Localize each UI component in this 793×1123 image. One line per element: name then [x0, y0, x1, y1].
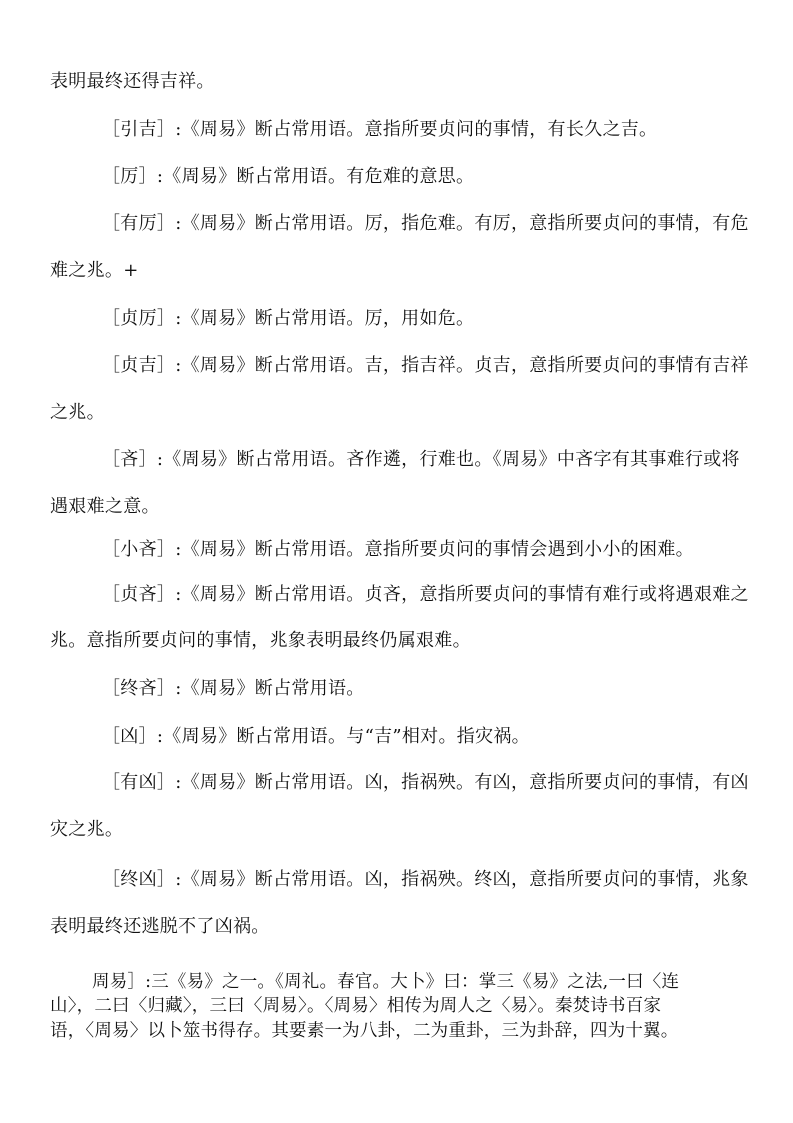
text-line: 表明最终还逃脱不了凶祸。: [50, 916, 270, 937]
text-line: 表明最终还得吉祥。: [50, 71, 215, 92]
entry-zhonglin: ［终吝］:《周易》断占常用语。: [102, 678, 365, 699]
note-line: 周易］:三《易》之一。《周礼。春官。大卜》曰：掌三《易》之法,一曰〈连: [92, 972, 680, 992]
text-line: 之兆。: [50, 402, 105, 423]
entry-youli: ［有厉］:《周易》断占常用语。厉，指危难。有厉，意指所要贞问的事情，有危: [102, 213, 749, 234]
entry-li: ［厉］:《周易》断占常用语。有危难的意思。: [102, 166, 475, 187]
text-line: 遇艰难之意。: [50, 496, 160, 517]
entry-zhongxiong: ［终凶］:《周易》断占常用语。凶，指祸殃。终凶，意指所要贞问的事情，兆象: [102, 869, 749, 890]
text-line: 难之兆。+: [50, 260, 139, 281]
entry-xiaolin: ［小吝］:《周易》断占常用语。意指所要贞问的事情会遇到小小的困难。: [102, 539, 694, 560]
entry-zhenlin: ［贞吝］:《周易》断占常用语。贞吝，意指所要贞问的事情有难行或将遇艰难之: [102, 584, 749, 605]
entry-zhenli: ［贞厉］:《周易》断占常用语。厉，用如危。: [102, 308, 475, 329]
entry-youxiong: ［有凶］:《周易》断占常用语。凶，指祸殃。有凶，意指所要贞问的事情，有凶: [102, 772, 749, 793]
text-line: 兆。意指所要贞问的事情，兆象表明最终仍属艰难。: [50, 630, 471, 651]
entry-zhenji: ［贞吉］:《周易》断占常用语。吉，指吉祥。贞吉，意指所要贞问的事情有吉祥: [102, 355, 749, 376]
note-line: 语，〈周易〉以卜筮书得存。其要素一为八卦，二为重卦，三为卦辞，四为十翼。: [50, 1021, 679, 1041]
entry-xiong: ［凶］:《周易》断占常用语。与“吉”相对。指灾祸。: [102, 726, 530, 747]
note-line: 山〉，二曰〈归藏〉，三曰〈周易〉。〈周易〉相传为周人之〈易〉。秦焚诗书百家: [50, 996, 662, 1016]
entry-yinji: ［引吉］:《周易》断占常用语。意指所要贞问的事情，有长久之吉。: [102, 119, 658, 140]
text-line: 灾之兆。: [50, 819, 124, 840]
entry-lin: ［吝］:《周易》断占常用语。吝作遴，行难也。《周易》中吝字有其事难行或将: [102, 449, 740, 470]
